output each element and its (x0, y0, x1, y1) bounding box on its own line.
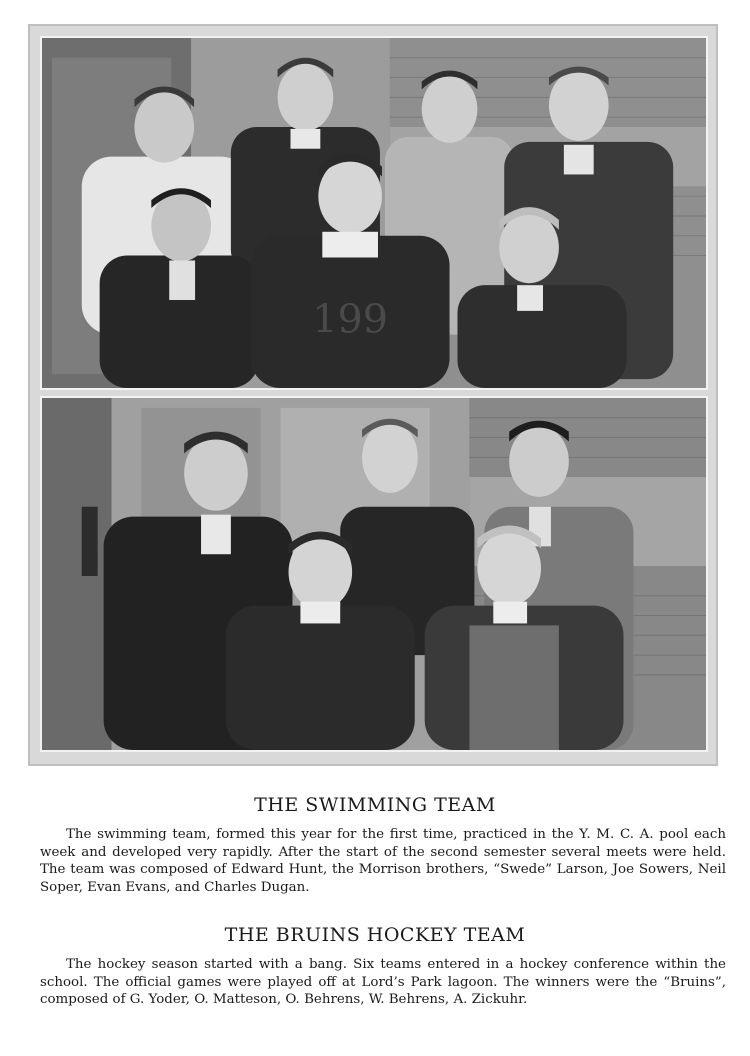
hockey-team-paragraph: The hockey season started with a bang. Six teams entered in a hockey conference within the school. The official games were played off at Lord’s Park lagoon. The winners were the “Bruins”, composed of G. Yoder, O. Matteson, O. Behrens, W. Behrens, A. Zickuhr. (40, 957, 726, 1007)
hockey-team-photo-image (42, 398, 706, 750)
hockey-team-photo (40, 396, 708, 752)
swimming-team-paragraph: The swimming team, formed this year for the first time, practiced in the Y. M. C. A. pool each week and developed very rapidly. After the start of the second semester several meets were held. The team was composed of Edward Hunt, the Morrison brothers, “Swede” Larson, Joe Sowers, Neil Soper, Evan Evans, and Charles Dugan. (40, 827, 726, 895)
swimming-team-photo (40, 36, 708, 390)
sweater-numeral: 199 (312, 296, 389, 343)
swimming-team-photo-image (42, 38, 706, 388)
hockey-team-heading: THE BRUINS HOCKEY TEAM (224, 924, 526, 946)
photo-frame (28, 24, 718, 766)
swimming-team-heading: THE SWIMMING TEAM (254, 794, 496, 816)
